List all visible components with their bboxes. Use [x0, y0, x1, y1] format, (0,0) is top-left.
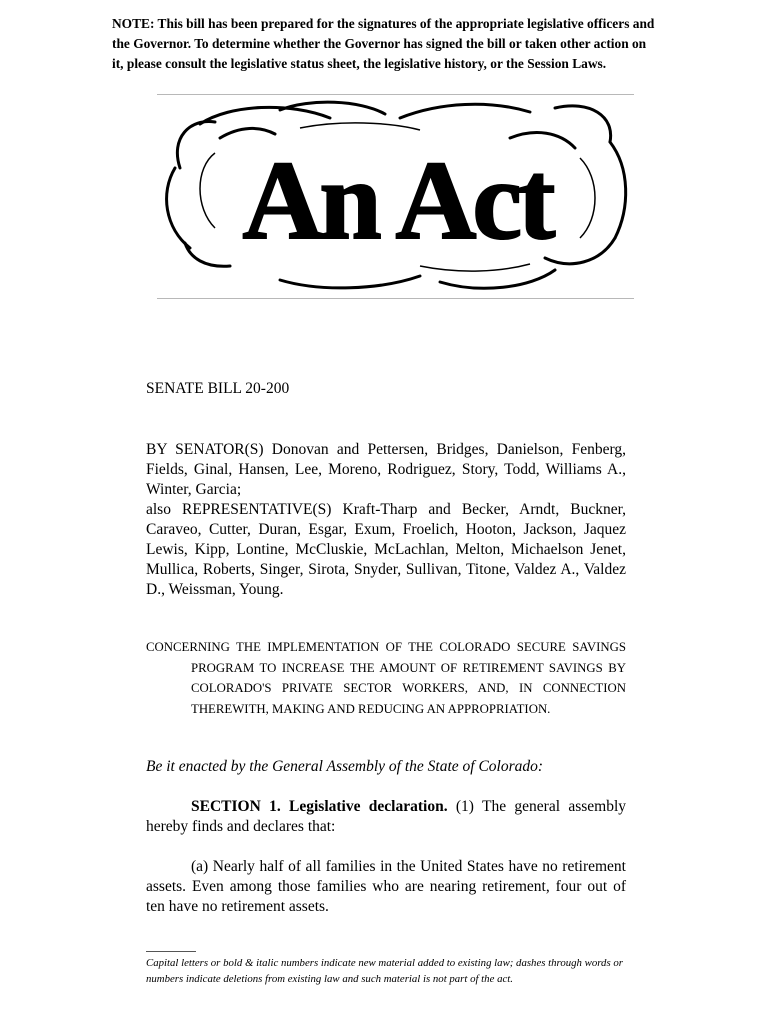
- enacting-clause: Be it enacted by the General Assembly of the State of Colorado:: [146, 758, 544, 775]
- paragraph-a: (a) Nearly half of all families in the United States have no retirement assets. Even among those families who are nearing retirement, four out of ten have no retirement assets.: [146, 858, 626, 915]
- section-1-paragraph: [146, 797, 626, 837]
- concerning-clause: CONCERNING THE IMPLEMENTATION OF THE COLORADO SECURE SAVINGS PROGRAM TO INCREASE THE AMOUNT OF RETIREMENT SAVINGS BY COLORADO'S PRIVATE SECTOR WORKERS, AND, IN CONNECTION THEREWITH, MAKING AND REDUCING AN APPROPRIATION.: [146, 640, 626, 716]
- section-1-text: (1) The general assembly hereby finds and declares that:: [146, 798, 627, 835]
- footnote-divider: [146, 951, 196, 952]
- an-act-banner: [160, 98, 635, 294]
- governor-signature-note: NOTE: This bill has been prepared for the signatures of the appropriate legislative officers and the Governor. To determine whether the Governor has signed the bill or taken other action on it, please consult the legislative status sheet, the legislative history, or the Session Laws.: [112, 16, 655, 71]
- footnote: Capital letters or bold & italic numbers indicate new material added to existing law; dashes through words or numbers indicate deletions from existing law and such material is not part of the act.: [146, 957, 623, 985]
- house-sponsors: also REPRESENTATIVE(S) Kraft-Tharp and Becker, Arndt, Buckner, Caraveo, Cutter, Duran, Esgar, Exum, Froelich, Hooton, Jackson, Jaquez Lewis, Kipp, Lontine, McCluskie, McLachlan, Melton, Michaelson Jenet, Mullica, Roberts, Singer, Sirota, Snyder, Sullivan, Titone, Valdez A., Valdez D., Weissman, Young.: [146, 501, 626, 598]
- section-1-heading: SECTION 1. Legislative declaration.: [191, 798, 448, 815]
- senate-sponsors: BY SENATOR(S) Donovan and Pettersen, Bridges, Danielson, Fenberg, Fields, Ginal, Hansen, Lee, Moreno, Rodriguez, Story, Todd, Williams A., Winter, Garcia;: [146, 441, 626, 498]
- sponsors-block: [146, 440, 626, 600]
- bill-number: SENATE BILL 20-200: [146, 380, 290, 397]
- an-act-title: An Act: [242, 139, 552, 263]
- top-divider: [157, 94, 634, 95]
- banner-bottom-divider: [157, 298, 634, 299]
- flourish-scroll-graphic: [160, 98, 635, 294]
